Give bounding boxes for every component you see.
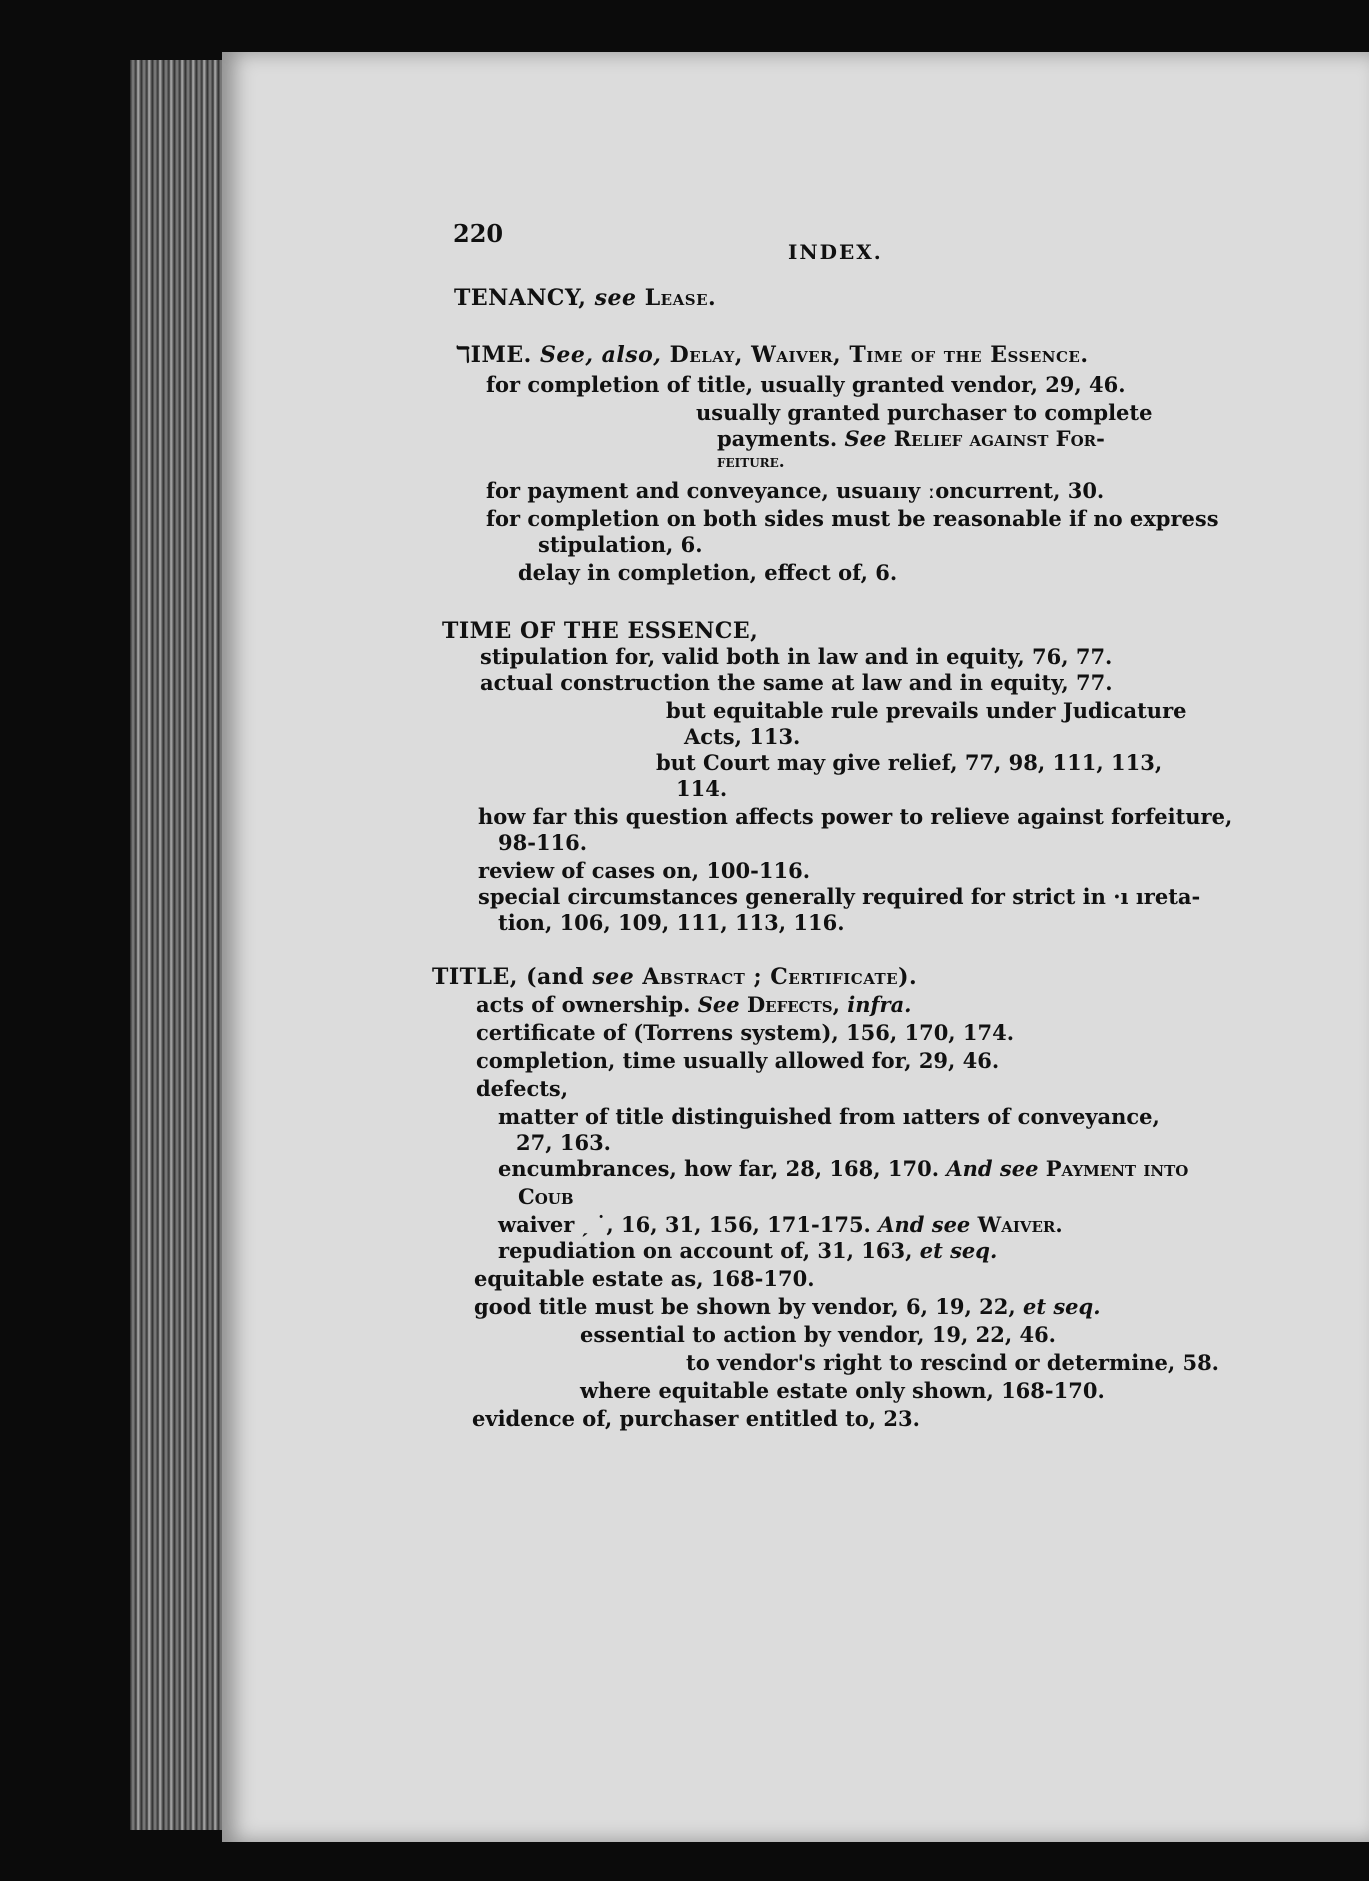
entry-head: TENANCY, — [454, 285, 587, 311]
subentry: 98-116. — [498, 830, 588, 855]
subentry — [474, 1296, 1101, 1317]
entry-time-of-the-essence: TIME OF THE ESSENCE, — [442, 618, 759, 644]
subentry — [717, 428, 1105, 449]
subentry-text: repudiation on account of, 31, 163, — [498, 1238, 913, 1263]
subentry-text: acts of ownership. — [476, 992, 691, 1017]
see-word: And see — [946, 1156, 1039, 1181]
subentry: for payment and conveyance, usuaııy ːoncurrent, 30. — [486, 478, 1105, 503]
cross-ref: Defects, — [746, 992, 840, 1017]
subentry: stipulation for, valid both in law and in equity, 76, 77. — [480, 644, 1113, 669]
et-seq: et seq. — [919, 1238, 998, 1263]
entry-head: TITLE, — [432, 964, 518, 990]
cross-ref: Delay, Waiver, Time of the Essence. — [669, 342, 1089, 368]
subentry: delay in completion, effect of, 6. — [518, 560, 898, 585]
entry-tenancy — [454, 287, 716, 309]
subentry: review of cases on, 100-116. — [478, 858, 811, 883]
subentry: actual construction the same at law and in equity, 77. — [480, 670, 1113, 695]
subentry: completion, time usually allowed for, 29, 46. — [476, 1048, 1000, 1073]
cross-ref: Payment into — [1045, 1156, 1189, 1181]
et-seq: et seq. — [1022, 1294, 1101, 1319]
subentry: but Court may give relief, 77, 98, 111, 113, — [656, 750, 1163, 775]
subentry: stipulation, 6. — [538, 532, 703, 557]
see-word: see — [594, 285, 637, 311]
subentry: but equitable rule prevails under Judicature — [666, 698, 1187, 723]
cross-ref: Lease. — [644, 285, 717, 311]
subentry: 27, 163. — [516, 1130, 611, 1155]
see-word: See — [697, 992, 740, 1017]
subentry — [498, 1240, 997, 1261]
subentry: how far this question affects power to relieve against forfeiture, — [478, 804, 1233, 829]
book-page — [222, 52, 1369, 1842]
subentry: where equitable estate only shown, 168-170. — [580, 1378, 1105, 1403]
page-number: 220 — [453, 219, 504, 248]
subentry: Acts, 113. — [684, 724, 801, 749]
subentry: certificate of (Torrens system), 156, 170, 174. — [476, 1020, 1015, 1045]
subentry: special circumstances generally required for strict in ·ı ıreta- — [478, 884, 1201, 909]
subentry: usually granted purchaser to complete — [696, 400, 1153, 425]
subentry: 114. — [676, 776, 728, 801]
subentry-text: good title must be shown by vendor, 6, 19, 22, — [474, 1294, 1016, 1319]
cross-ref: Relief against For- — [893, 426, 1105, 451]
subentry: feiture. — [717, 452, 785, 472]
infra: infra. — [847, 992, 912, 1017]
see-also: See, also, — [539, 342, 662, 368]
subentry-text: waiver ˏ ˙, 16, 31, 156, 171-175. — [498, 1212, 871, 1237]
cross-ref: Waiver. — [977, 1212, 1063, 1237]
entry-time — [456, 344, 1089, 366]
subentry-text: payments. — [717, 426, 838, 451]
head-text: (and — [526, 964, 585, 990]
subentry: evidence of, purchaser entitled to, 23. — [472, 1406, 920, 1431]
see-word: And see — [878, 1212, 971, 1237]
subentry — [498, 1214, 1063, 1235]
subentry: for completion on both sides must be reasonable if no express — [486, 506, 1219, 531]
subentry: for completion of title, usually granted vendor, 29, 46. — [486, 372, 1126, 397]
see-word: see — [592, 964, 635, 990]
entry-head: ℸIME. — [456, 342, 532, 368]
page-edges — [130, 60, 230, 1830]
subentry: Coub — [518, 1184, 574, 1209]
running-head: INDEX. — [788, 240, 883, 264]
subentry: essential to action by vendor, 19, 22, 46. — [580, 1322, 1056, 1347]
entry-title — [432, 966, 917, 988]
see-word: See — [844, 426, 887, 451]
subentry: to vendor's right to rescind or determine, 58. — [686, 1350, 1219, 1375]
subentry: tion, 106, 109, 111, 113, 116. — [498, 910, 845, 935]
subentry: matter of title distinguished from ıatters of conveyance, — [498, 1104, 1160, 1129]
subentry — [498, 1158, 1188, 1179]
subentry: defects, — [476, 1076, 569, 1101]
subentry: equitable estate as, 168-170. — [474, 1266, 815, 1291]
subentry-text: encumbrances, how far, 28, 168, 170. — [498, 1156, 940, 1181]
cross-ref: Abstract ; Certificate). — [642, 964, 918, 990]
subentry — [476, 994, 912, 1015]
